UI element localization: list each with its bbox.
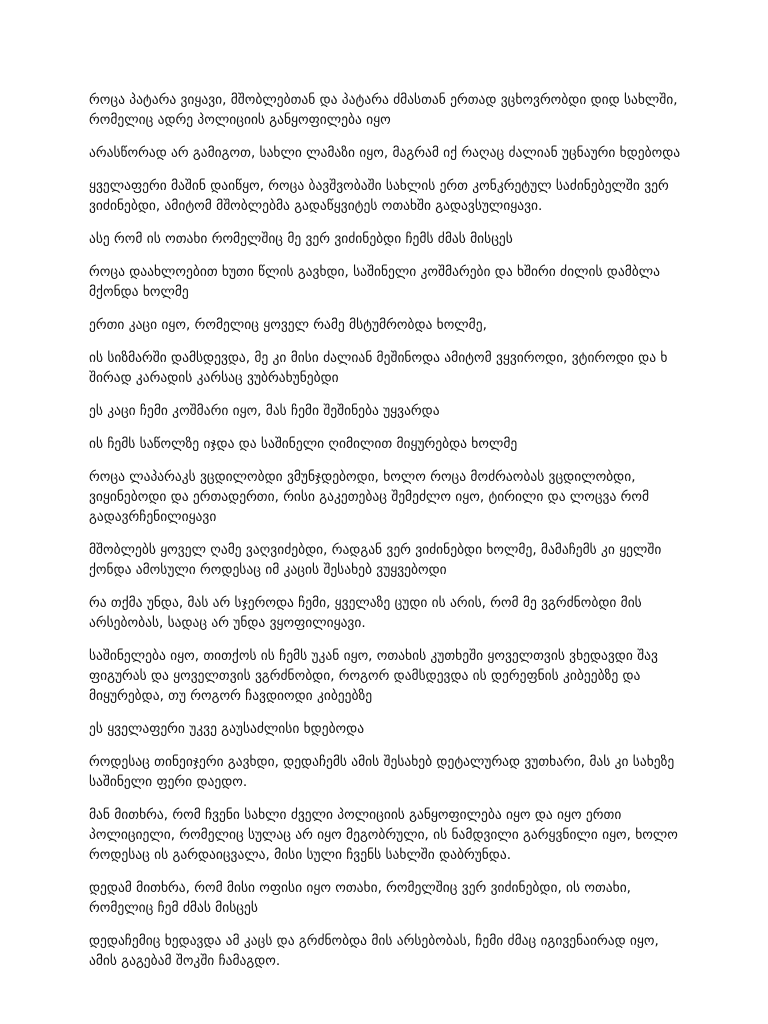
- paragraph: ეს ყველაფერი უკვე გაუსაძლისი ხდებოდა: [89, 721, 365, 737]
- paragraph: ეს კაცი ჩემი კოშმარი იყო, მას ჩემი შეშინება უყვარდა: [89, 403, 440, 419]
- paragraph: მშობლებს ყოველ ღამე ვაღვიძებდი, რადგან ვერ ვიძინებდი ხოლმე, მამაჩემს კი ყელში ქონდა ამოსული როდესაც იმ კაცის შესახებ ვუყვებოდი: [89, 542, 662, 578]
- paragraph: რა თქმა უნდა, მას არ სჯეროდა ჩემი, ყველაზე ცუდი ის არის, რომ მე ვგრძნობდი მის არსებობას, სადაც არ უნდა ვყოფილიყავი.: [89, 595, 642, 631]
- paragraph: დედაჩემიც ხედავდა ამ კაცს და გრძნობდა მის არსებობას, ჩემი ძმაც იგივენაირად იყო, ამის გაგებამ შოკში ჩამაგდო.: [89, 933, 659, 969]
- paragraph: არასწორად არ გამიგოთ, სახლი ლამაზი იყო, მაგრამ იქ რაღაც ძალიან უცნაური ხდებოდა: [89, 145, 681, 161]
- paragraph: დედამ მითხრა, რომ მისი ოფისი იყო ოთახი, რომელშიც ვერ ვიძინებდი, ის ოთახი, რომელიც ჩემ ძმას მისცეს: [89, 880, 631, 916]
- paragraph: როცა დაახლოებით ხუთი წლის გავხდი, საშინელი კოშმარები და ხშირი ძილის დამბლა მქონდა ხოლმე: [89, 264, 660, 300]
- paragraph: როცა ლაპარაკს ვცდილობდი ვმუნჯდებოდი, ხოლო როცა მოძრაობას ვცდილობდი, ვიყინებოდი და ერთადერთი, რისი გაკეთებაც შემეძლო იყო, ტირილი და ლოცვა რომ გადავრჩენილიყავი: [89, 469, 650, 525]
- paragraph: ასე რომ ის ოთახი რომელშიც მე ვერ ვიძინებდი ჩემს ძმას მისცეს: [89, 231, 513, 247]
- paragraph: ერთი კაცი იყო, რომელიც ყოველ რამე მსტუმრობდა ხოლმე,: [89, 317, 487, 333]
- paragraph: ყველაფერი მაშინ დაიწყო, როცა ბავშვობაში სახლის ერთ კონკრეტულ საძინებელში ვერ ვიძინებდი, ამიტომ მშობლებმა გადაწყვიტეს ოთახში გადავსულიყავი.: [89, 178, 669, 214]
- paragraph: საშინელება იყო, თითქოს ის ჩემს უკან იყო, ოთახის კუთხეში ყოველთვის ვხედავდი შავ ფიგურას და ყოველთვის ვგრძნობდი, როგორ დამსდევდა ის დერეფნის კიბეებზე და მიყურებდა, თუ როგორ ჩავდიოდი კიბეებზე: [89, 648, 658, 704]
- paragraph: ის ჩემს საწოლზე იჯდა და საშინელი ღიმილით მიყურებდა ხოლმე: [89, 436, 518, 452]
- paragraph: როდესაც თინეიჯერი გავხდი, დედაჩემს ამის შესახებ დეტალურად ვუთხარი, მას კი სახეზე საშინელი ფერი დაედო.: [89, 754, 675, 790]
- document-body: [89, 90, 689, 984]
- paragraph: ის სიზმარში დამსდევდა, მე კი მისი ძალიან მეშინოდა ამიტომ ვყვიროდი, ვტიროდი და ხ შირად კარადის კარსაც ვუბრახუნებდი: [89, 350, 668, 386]
- paragraph: როცა პატარა ვიყავი, მშობლებთან და პატარა ძმასთან ერთად ვცხოვრობდი დიდ სახლში, რომელიც ადრე პოლიციის განყოფილება იყო: [89, 92, 678, 128]
- paragraph: მან მითხრა, რომ ჩვენი სახლი ძველი პოლიციის განყოფილება იყო და იყო ერთი პოლიციელი, რომელიც სულაც არ იყო მეგობრული, ის ნამდვილი გარყვნილი იყო, ხოლო როდესაც ის გარდაიცვალა, მისი სული ჩვენს სახლში დაბრუნდა.: [89, 807, 678, 863]
